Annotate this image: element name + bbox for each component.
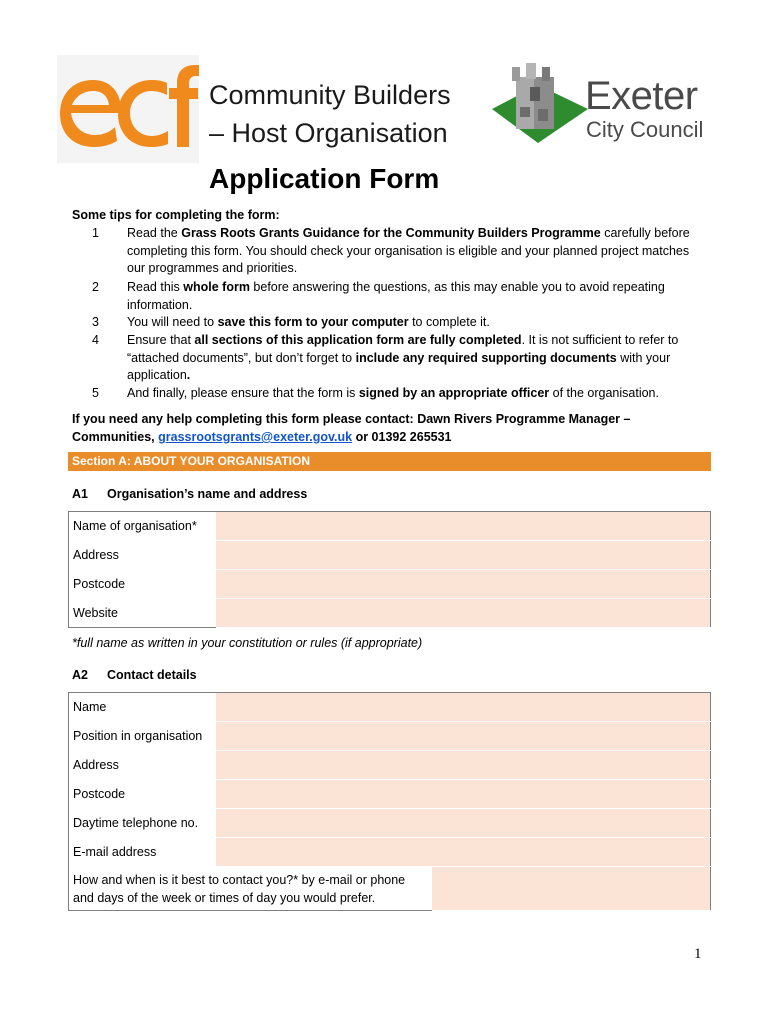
field-label: Name of organisation*: [69, 512, 217, 541]
tip-segment: And finally, please ensure that the form is: [127, 386, 359, 400]
tip-emphasis: .: [186, 368, 191, 383]
tip-emphasis: save this form to your computer: [217, 315, 409, 329]
tip-item: [72, 279, 702, 315]
question-a1-heading: [72, 487, 472, 505]
question-title: Contact details: [107, 668, 197, 682]
contact-address-field[interactable]: [216, 751, 711, 780]
field-label: E-mail address: [69, 838, 217, 867]
field-label: Postcode: [69, 780, 217, 809]
tip-segment: of the organisation.: [549, 386, 659, 400]
field-label: Address: [69, 541, 217, 570]
organisation-address-field[interactable]: [216, 541, 711, 570]
organisation-details-table: [68, 511, 711, 628]
tip-number: 3: [92, 315, 99, 329]
organisation-postcode-field[interactable]: [216, 570, 711, 599]
field-label: Name: [69, 693, 217, 722]
tip-item: [72, 332, 702, 386]
table-row: [69, 867, 711, 911]
tip-number: 2: [92, 280, 99, 294]
tip-segment: with your application: [127, 350, 671, 383]
tip-segment: Read the: [127, 226, 182, 240]
tip-segment: Ensure that: [127, 333, 195, 347]
tip-segment: . It is not sufficient to refer to “attached documents”, but don’t forget to: [127, 333, 679, 365]
table-row: [69, 751, 711, 780]
table-row: [69, 809, 711, 838]
field-label: Daytime telephone no.: [69, 809, 217, 838]
field-label: Address: [69, 751, 217, 780]
tip-item: [72, 314, 702, 332]
tip-number: 4: [92, 333, 99, 347]
contact-position-field[interactable]: [216, 722, 711, 751]
tip-text: [127, 332, 707, 385]
tip-text: [127, 314, 707, 332]
tip-emphasis: Grass Roots Grants Guidance for the Community Builders Programme: [181, 226, 601, 240]
contact-details-table: [68, 692, 711, 911]
form-title: Application Form: [209, 163, 440, 194]
table-row: [69, 599, 711, 628]
contact-telephone-field[interactable]: [216, 809, 711, 838]
tip-segment: Read this: [127, 280, 184, 294]
field-label: Postcode: [69, 570, 217, 599]
contact-preference-field[interactable]: [432, 867, 711, 911]
field-label: Position in organisation: [69, 722, 217, 751]
title-line-1: Community Builders: [209, 80, 451, 110]
city-council-logo-word: City Council: [586, 117, 704, 142]
table-row: [69, 780, 711, 809]
organisation-name-field[interactable]: [216, 512, 711, 541]
table-row: [69, 570, 711, 599]
exeter-logo-word: Exeter: [585, 74, 698, 118]
tip-emphasis: include any required supporting documents: [355, 350, 617, 365]
help-contact: [72, 410, 702, 446]
tip-text: [127, 225, 707, 278]
tip-segment: to complete it.: [408, 315, 490, 329]
question-a2-heading: [72, 668, 472, 686]
tip-segment: before answering the questions, as this may enable you to avoid repeating information.: [127, 280, 665, 312]
constitution-note: *full name as written in your constitution or rules (if appropriate): [72, 636, 423, 650]
tip-segment: carefully before completing this form. You should check your organisation is eligible and your planned project matches our programmes and priorities.: [127, 226, 690, 276]
ecf-logo: [57, 55, 199, 163]
table-row: [69, 541, 711, 570]
tips-heading: Some tips for completing the form:: [72, 208, 280, 222]
section-a-header: Section A: ABOUT YOUR ORGANISATION: [68, 452, 711, 471]
tip-emphasis: whole form: [183, 280, 250, 294]
table-row: [69, 838, 711, 867]
title-line-2: – Host Organisation: [209, 118, 448, 148]
contact-postcode-field[interactable]: [216, 780, 711, 809]
table-row: [69, 722, 711, 751]
tip-item: [72, 225, 702, 279]
tip-number: 1: [92, 226, 99, 240]
contact-email-link[interactable]: grassrootsgrants@exeter.gov.uk: [158, 430, 353, 444]
tip-number: 5: [92, 386, 99, 400]
question-title: Organisation’s name and address: [107, 487, 308, 501]
contact-name-field[interactable]: [216, 693, 711, 722]
tip-item: [72, 385, 702, 403]
tip-segment: You will need to: [127, 315, 218, 329]
page-number: 1: [694, 946, 702, 962]
tip-text: [127, 385, 707, 403]
tip-emphasis: all sections of this application form are fully completed: [194, 333, 522, 347]
question-code: A2: [72, 668, 88, 682]
table-row: [69, 512, 711, 541]
contact-phone-text: or 01392 265531: [352, 430, 452, 444]
question-code: A1: [72, 487, 88, 501]
field-label: How and when is it best to contact you?* by e-mail or phone and days of the week or times of day you would prefer.: [69, 867, 433, 911]
tip-text: [127, 279, 707, 314]
organisation-website-field[interactable]: [216, 599, 711, 628]
tip-emphasis: signed by an appropriate officer: [358, 386, 550, 400]
table-row: [69, 693, 711, 722]
field-label: Website: [69, 599, 217, 628]
contact-email-field[interactable]: [216, 838, 711, 867]
contact-text: If you need any help completing this form please contact: Dawn Rivers Programme Manager – Communities,: [72, 412, 631, 444]
